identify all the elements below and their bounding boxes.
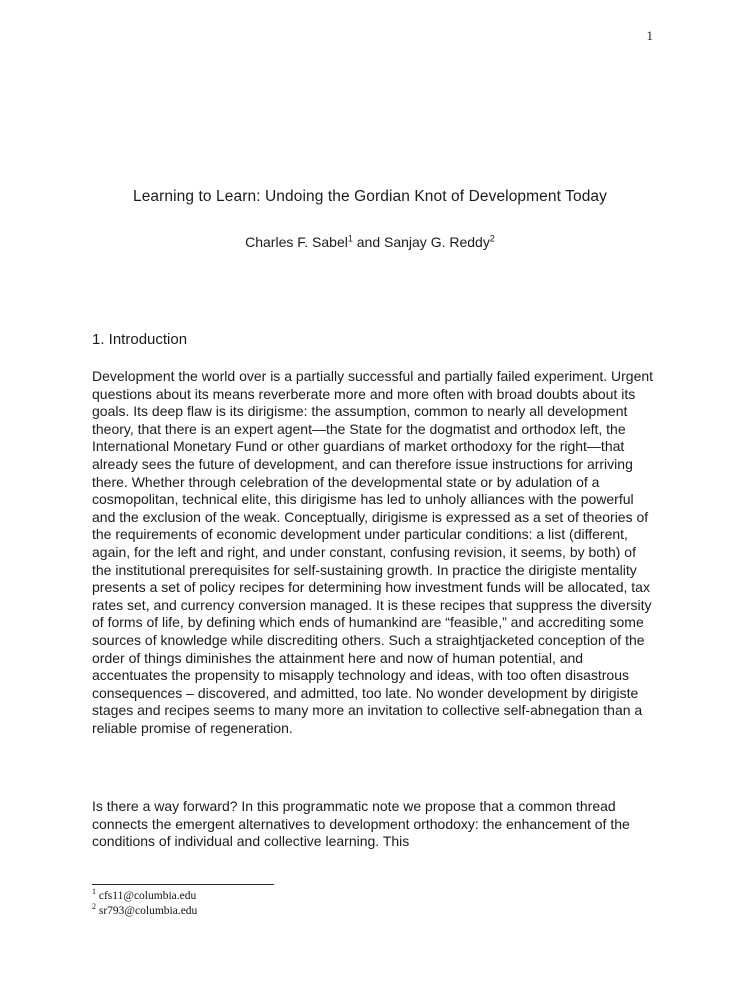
footnotes-block bbox=[92, 889, 197, 919]
section-heading-introduction: 1. Introduction bbox=[92, 331, 188, 348]
footnote-1-marker: 1 bbox=[92, 887, 96, 897]
author-1-name: Charles F. Sabel bbox=[245, 234, 348, 250]
footnote-2 bbox=[92, 904, 197, 919]
author-2-footnote-ref: 2 bbox=[489, 233, 495, 244]
footnote-1 bbox=[92, 889, 197, 904]
author-2-name: Sanjay G. Reddy bbox=[384, 234, 490, 250]
paragraph-introduction-1: Development the world over is a partially successful and partially failed experiment. Urgent questions about its means reverberate more and more often with broad doubts about its goals. Its deep flaw is its dirigisme: the assumption, common to nearly all development theory, that there is an expert agent—the State for the dogmatist and orthodox left, the International Monetary Fund or other guardians of market orthodoxy for the right—that already sees the future of development, and can therefore issue instructions for arriving there. Whether through celebration of the developmental state or by adulation of a cosmopolitan, technical elite, this dirigisme has led to unholy alliances with the powerful and the exclusion of the weak. Conceptually, dirigisme is expressed as a set of theories of the requirements of economic development under particular conditions: a list (different, again, for the left and right, and under constant, confusing revision, it seems, by both) of the institutional prerequisites for self-sustaining growth. In practice the dirigiste mentality presents a set of policy recipes for determining how investment funds will be allocated, tax rates set, and currency conversion managed. It is these recipes that suppress the diversity of forms of life, by defining which ends of humankind are “feasible,” and accrediting some sources of knowledge while discrediting others. Such a straightjacketed conception of the order of things diminishes the attainment here and now of human potential, and accentuates the propensity to misapply technology and ideas, with too often disastrous consequences – discovered, and admitted, too late. No wonder development by dirigiste stages and recipes seems to many more an invitation to collective self-abnegation than a reliable promise of regeneration. bbox=[92, 368, 654, 736]
footnote-1-text: cfs11@columbia.edu bbox=[98, 890, 197, 902]
author-1-footnote-ref: 1 bbox=[347, 233, 353, 244]
author-joiner: and bbox=[352, 234, 384, 250]
author-line bbox=[0, 234, 740, 250]
page-number: 1 bbox=[646, 28, 653, 43]
footnote-2-marker: 2 bbox=[92, 902, 96, 912]
footnote-separator-rule bbox=[92, 884, 274, 885]
paragraph-introduction-2: Is there a way forward? In this programmatic note we propose that a common thread connects the emergent alternatives to development orthodoxy: the enhancement of the conditions of individual and collective learning. This bbox=[92, 798, 630, 850]
paper-title: Learning to Learn: Undoing the Gordian Knot of Development Today bbox=[132, 188, 607, 205]
footnote-2-text: sr793@columbia.edu bbox=[98, 905, 198, 917]
